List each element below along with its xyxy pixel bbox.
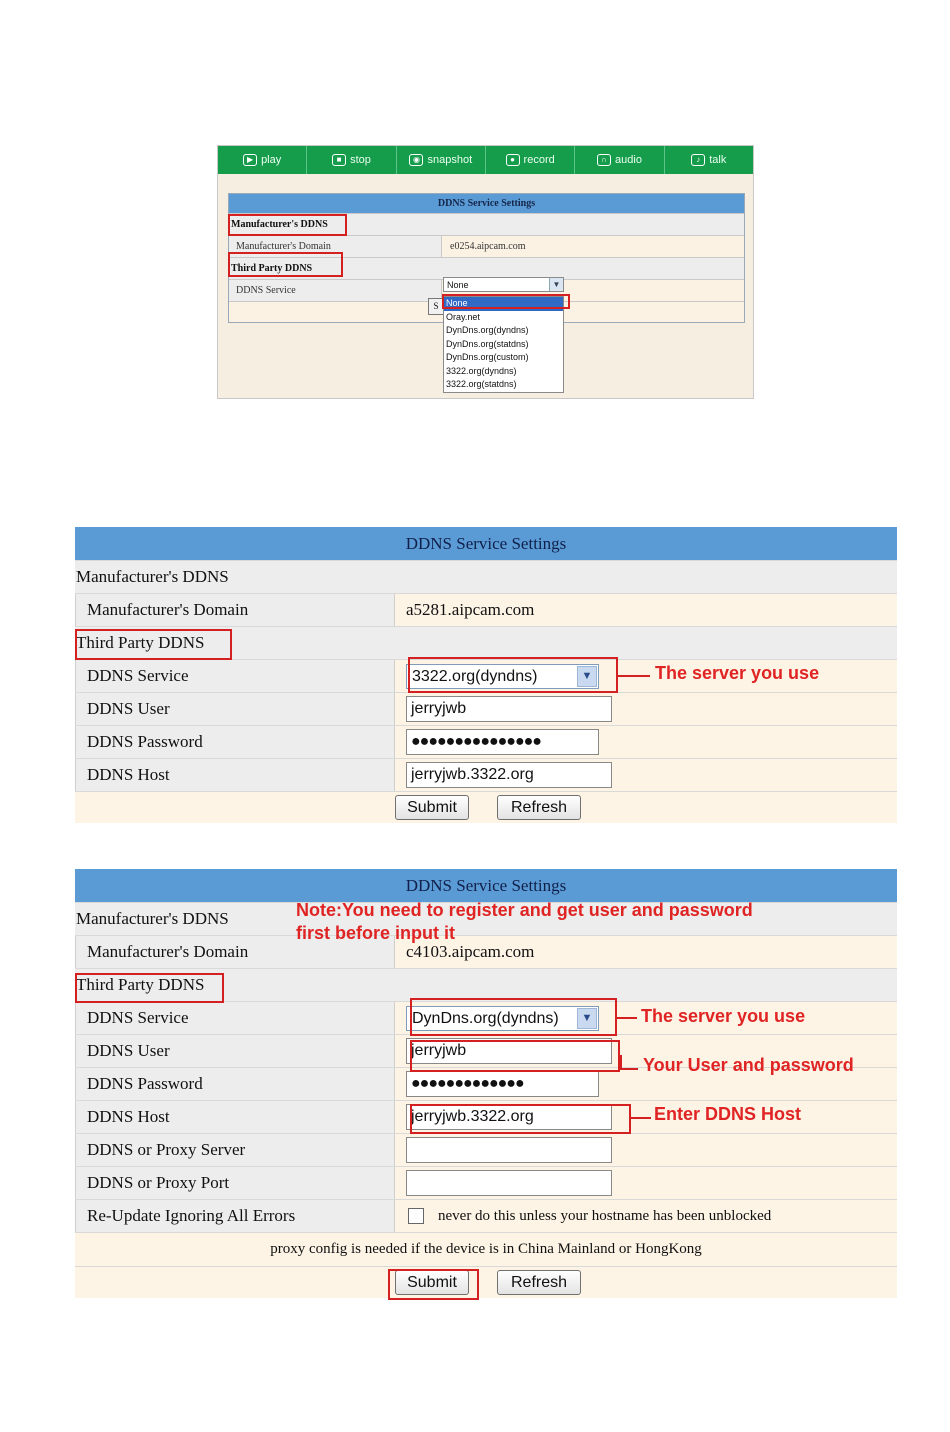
chevron-down-icon[interactable]: ▼ <box>577 666 597 687</box>
proxy-port-input[interactable] <box>406 1170 612 1196</box>
toolbar-audio-button[interactable]: ∩ audio <box>575 146 664 174</box>
section-label: Third Party DDNS <box>229 258 744 279</box>
proxy-server-input[interactable] <box>406 1137 612 1163</box>
manufacturer-domain-value: a5281.aipcam.com <box>395 594 897 626</box>
submit-button[interactable]: Submit <box>395 795 469 820</box>
field-label: DDNS Host <box>75 759 395 791</box>
annotation-line <box>618 675 650 677</box>
ddns-settings-form-full <box>75 869 897 1298</box>
microphone-icon: ♪ <box>691 154 705 166</box>
highlight-box <box>75 629 232 660</box>
ddns-service-select[interactable]: 3322.org(dyndns) ▼ <box>406 664 599 689</box>
section-label: Manufacturer's DDNS <box>229 214 744 235</box>
ddns-service-select[interactable]: DynDns.org(dyndns) ▼ <box>406 1006 599 1031</box>
dropdown-option[interactable]: None <box>444 297 563 311</box>
ddns-service-dropdown-list <box>443 296 564 393</box>
field-label: DDNS Service <box>229 280 442 301</box>
submit-button[interactable]: Submit <box>395 1270 469 1295</box>
manufacturer-section-row <box>75 560 897 593</box>
proxy-note: proxy config is needed if the device is in China Mainland or HongKong <box>75 1232 897 1266</box>
highlight-box <box>410 1040 620 1072</box>
ddns-user-input[interactable]: jerryjwb <box>406 1038 612 1064</box>
field-label: DDNS Host <box>75 1101 395 1133</box>
ddns-user-row <box>75 692 897 725</box>
manufacturer-domain-value: c4103.aipcam.com <box>395 936 897 968</box>
chevron-down-icon[interactable]: ▼ <box>549 278 563 291</box>
manufacturer-domain-value: e0254.aipcam.com <box>442 236 744 257</box>
highlight-box <box>228 252 343 277</box>
submit-button[interactable]: S <box>428 298 444 315</box>
note-line-2: first before input it <box>296 923 455 943</box>
section-label: Manufacturer's DDNS <box>75 903 897 935</box>
reupdate-checkbox[interactable] <box>408 1208 424 1224</box>
record-icon: ● <box>506 154 520 166</box>
toolbar-talk-button[interactable]: ♪ talk <box>665 146 753 174</box>
ddns-password-input[interactable]: ●●●●●●●●●●●●● <box>406 1071 599 1097</box>
chevron-down-icon[interactable]: ▼ <box>577 1008 597 1029</box>
toolbar-stop-button[interactable]: ■ stop <box>307 146 396 174</box>
manufacturer-domain-row <box>75 935 897 968</box>
field-label: DDNS Service <box>75 660 395 692</box>
ddns-host-input[interactable]: jerryjwb.3322.org <box>406 1104 612 1130</box>
form-title: DDNS Service Settings <box>75 527 897 560</box>
checkbox-label: never do this unless your hostname has been unblocked <box>438 1208 772 1224</box>
highlight-box <box>442 294 570 309</box>
stop-icon: ■ <box>332 154 346 166</box>
proxy-server-row <box>75 1133 897 1166</box>
dropdown-option[interactable]: DynDns.org(dyndns) <box>446 325 529 335</box>
highlight-box <box>408 657 618 693</box>
field-label: DDNS Password <box>75 726 395 758</box>
field-label: DDNS User <box>75 1035 395 1067</box>
toolbar-snapshot-button[interactable]: ◉ snapshot <box>397 146 486 174</box>
highlight-box <box>388 1269 479 1300</box>
field-label: Manufacturer's Domain <box>75 936 395 968</box>
ddns-password-row <box>75 725 897 758</box>
toolbar-play-button[interactable]: ▶ play <box>218 146 307 174</box>
annotation-server: The server you use <box>655 663 820 683</box>
refresh-button[interactable]: Refresh <box>497 795 581 820</box>
section-label: Third Party DDNS <box>75 627 897 659</box>
field-label: DDNS Password <box>75 1068 395 1100</box>
field-label: DDNS or Proxy Server <box>75 1134 395 1166</box>
annotation-line <box>631 1117 651 1119</box>
ddns-host-row <box>75 758 897 791</box>
camera-icon: ◉ <box>409 154 423 166</box>
highlight-box <box>75 973 224 1003</box>
button-row <box>75 1266 897 1298</box>
annotation-line <box>620 1068 638 1070</box>
section-label: Third Party DDNS <box>75 969 897 1001</box>
form-title: DDNS Service Settings <box>75 869 897 902</box>
dropdown-option[interactable]: DynDns.org(statdns) <box>446 338 529 349</box>
annotation-server: The server you use <box>641 1006 806 1026</box>
manufacturer-domain-row <box>75 593 897 626</box>
field-label: Manufacturer's Domain <box>229 236 442 257</box>
dropdown-option[interactable]: 3322.org(dyndns) <box>446 365 517 376</box>
dropdown-option[interactable]: DynDns.org(custom) <box>446 352 529 362</box>
field-label: Manufacturer's Domain <box>75 594 395 626</box>
highlight-box <box>228 214 347 236</box>
ddns-password-input[interactable]: ●●●●●●●●●●●●●●● <box>406 729 599 755</box>
highlight-box <box>410 998 617 1036</box>
annotation-line <box>620 1055 622 1069</box>
reupdate-row <box>75 1199 897 1232</box>
field-label: Re-Update Ignoring All Errors <box>75 1200 395 1232</box>
field-label: DDNS or Proxy Port <box>75 1167 395 1199</box>
highlight-box <box>410 1104 631 1134</box>
dropdown-option[interactable]: Oray.net <box>446 311 480 322</box>
ddns-user-input[interactable]: jerryjwb <box>406 696 612 722</box>
toolbar-record-button[interactable]: ● record <box>486 146 575 174</box>
headphones-icon: ∩ <box>597 154 611 166</box>
section-label: Manufacturer's DDNS <box>75 561 897 593</box>
annotation-host: Enter DDNS Host <box>654 1104 802 1124</box>
ddns-service-select[interactable]: None ▼ <box>443 277 564 292</box>
note-line-1: Note:You need to register and get user and password <box>296 900 753 920</box>
camera-toolbar <box>218 146 753 174</box>
field-label: DDNS Service <box>75 1002 395 1034</box>
play-icon: ▶ <box>243 154 257 166</box>
annotation-user-pass: Your User and password <box>643 1055 854 1075</box>
dropdown-option[interactable]: 3322.org(statdns) <box>446 379 517 389</box>
ddns-host-input[interactable]: jerryjwb.3322.org <box>406 762 612 788</box>
refresh-button[interactable]: Refresh <box>497 1270 581 1295</box>
table-title: DDNS Service Settings <box>229 194 744 213</box>
annotation-line <box>617 1017 637 1019</box>
ddns-dropdown-screenshot <box>217 145 754 399</box>
field-label: DDNS User <box>75 693 395 725</box>
button-row <box>75 791 897 823</box>
proxy-port-row <box>75 1166 897 1199</box>
